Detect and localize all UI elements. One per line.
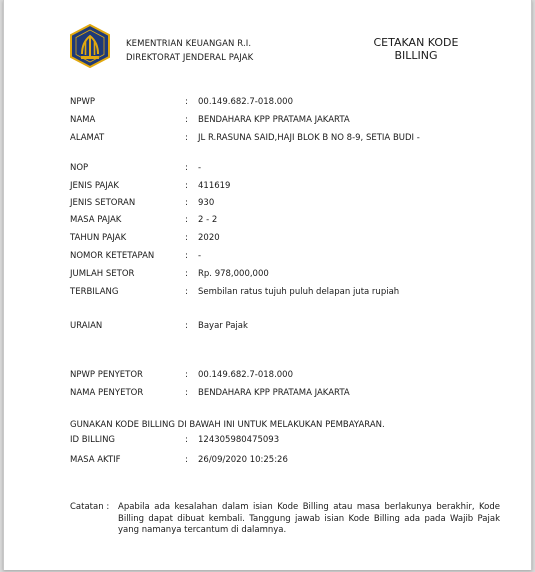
field-label: ALAMAT xyxy=(70,133,105,143)
document-page xyxy=(3,0,532,570)
field-label: JUMLAH SETOR xyxy=(70,269,135,279)
field-separator: : xyxy=(185,198,188,208)
document-title-line2: BILLING xyxy=(394,49,438,62)
field-label: JENIS SETORAN xyxy=(70,198,136,208)
field-value: Rp. 978,000,000 xyxy=(198,269,269,279)
field-separator: : xyxy=(185,97,188,107)
field-value: - xyxy=(198,251,202,261)
field-label: URAIAN xyxy=(70,321,103,331)
field-separator: : xyxy=(185,181,188,191)
field-label: TAHUN PAJAK xyxy=(70,233,127,243)
field-separator: : xyxy=(185,251,188,261)
organization-header xyxy=(126,37,253,65)
field-value: Sembilan ratus tujuh puluh delapan juta rupiah xyxy=(198,287,400,297)
directorate-name: DIREKTORAT JENDERAL PAJAK xyxy=(126,53,254,63)
field-value: JL R.RASUNA SAID,HAJI BLOK B NO 8-9, SETIA BUDI - xyxy=(198,133,420,143)
field-label: NOMOR KETETAPAN xyxy=(70,251,155,261)
field-separator: : xyxy=(185,455,188,465)
field-separator: : xyxy=(185,133,188,143)
field-label: NPWP PENYETOR xyxy=(70,370,143,380)
field-value: 930 xyxy=(198,198,215,208)
document-title-line1: CETAKAN KODE xyxy=(373,36,459,49)
field-value: - xyxy=(198,163,202,173)
field-value: 2020 xyxy=(198,233,220,243)
field-label: TERBILANG xyxy=(70,287,119,297)
field-separator: : xyxy=(185,215,188,225)
field-label: MASA AKTIF xyxy=(70,455,121,465)
note-text: Apabila ada kesalahan dalam isian Kode Billing atau masa berlakunya berakhir, Kode Billing dapat dibuat kembali. Tanggung jawab isian Kode Billing ada pada Wajib Pajak yang namanya tercantum di dalamnya. xyxy=(118,502,500,535)
field-label: MASA PAJAK xyxy=(70,215,122,225)
field-value: 2 - 2 xyxy=(198,215,218,225)
document-title xyxy=(356,36,476,62)
billing-code: 124305980475093 xyxy=(198,435,280,445)
field-label: ID BILLING xyxy=(70,435,116,445)
field-separator: : xyxy=(185,269,188,279)
field-separator: : xyxy=(185,163,188,173)
field-value: 411619 xyxy=(198,181,231,191)
field-value: BENDAHARA KPP PRATAMA JAKARTA xyxy=(198,115,350,125)
field-separator: : xyxy=(185,388,188,398)
field-separator: : xyxy=(185,435,188,445)
field-value: BENDAHARA KPP PRATAMA JAKARTA xyxy=(198,388,350,398)
field-separator: : xyxy=(185,321,188,331)
expiry-datetime: 26/09/2020 10:25:26 xyxy=(198,455,288,465)
field-label: NPWP xyxy=(70,97,96,107)
field-separator: : xyxy=(185,370,188,380)
field-value: Bayar Pajak xyxy=(198,321,248,331)
field-separator: : xyxy=(185,287,188,297)
field-label: NAMA xyxy=(70,115,96,125)
field-value: 00.149.682.7-018.000 xyxy=(198,97,293,107)
field-label: NAMA PENYETOR xyxy=(70,388,144,398)
billing-instruction: GUNAKAN KODE BILLING DI BAWAH INI UNTUK MELAKUKAN PEMBAYARAN. xyxy=(70,420,385,430)
field-separator: : xyxy=(185,233,188,243)
field-label: JENIS PAJAK xyxy=(70,181,119,191)
field-value: 00.149.682.7-018.000 xyxy=(198,370,293,380)
kemenkeu-logo xyxy=(68,24,112,68)
ministry-name: KEMENTRIAN KEUANGAN R.I. xyxy=(126,39,252,49)
field-separator: : xyxy=(185,115,188,125)
note-label: Catatan : xyxy=(70,502,110,512)
field-label: NOP xyxy=(70,163,89,173)
